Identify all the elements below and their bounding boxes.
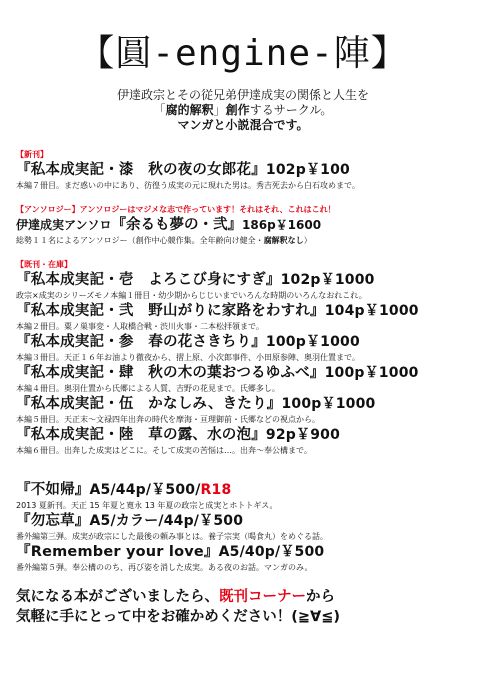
book-description: 本編３冊目。天正１６年お油より徹夜から、摺上原、小次郎事件、小田原参陣、奥羽仕置まで。: [16, 353, 360, 362]
anthology-tag: 【アンソロジー】アンソロジーはマジメな志で作っています！それはそれ、これはこれ！: [16, 205, 336, 214]
intro-line-3: マンガと小説混合です。: [177, 118, 309, 132]
book-description: 本編５冊目。天正末〜文禄四年出奔の時代を摩海・亘理御前・氏郷などの視点から。: [16, 415, 320, 424]
backlist-corner-highlight: 既刊コーナー: [219, 589, 306, 605]
book-description: 番外編第三弾。成実が政宗にした最後の頼み事とは。養子宗実（喝食丸）をめぐる話。: [16, 532, 328, 541]
book-title-line: [16, 482, 470, 499]
book-title: 『私本成実記・伍 かなしみ、きたり』: [16, 396, 282, 412]
book-description: 番外編第５弾。奉公構ののち、再び姿を消した成実。ある夜のお話。マンガのみ。: [16, 563, 313, 572]
backlist-tag: 【既刊・在庫】: [16, 260, 72, 269]
book-description: 本編２冊目。粟ノ巣事変・人取橋合戦・渋川火事・二本松拝領まで。: [16, 322, 264, 331]
anthology-desc-bold: 腐解釈なし: [263, 236, 304, 245]
intro-highlight: 腐的解釈: [165, 103, 214, 117]
book-title-line: [16, 334, 470, 351]
backlist-book: [16, 272, 470, 301]
anthology-section: [16, 204, 470, 246]
book-spec: A5/カラー/44p/￥500: [89, 513, 244, 529]
footer-line-2: 気軽に手にとって中をお確かめください！(≧∀≦): [16, 609, 340, 625]
anthology-desc-suffix: ）: [303, 236, 312, 245]
book-title: 『勿忘草』: [16, 513, 90, 529]
backlist-book: [16, 396, 470, 425]
book-title: 『私本成実記・陸 草の露、水の泡』: [16, 427, 266, 443]
book-price: 100p￥1000: [265, 334, 360, 350]
book-title: 『私本成実記・漆 秋の夜の女郎花』: [16, 162, 266, 178]
book-title: 『私本成実記・肆 秋の木の葉おつるゆふべ』: [16, 365, 325, 381]
intro-rest: するサークル。: [249, 103, 333, 117]
footer-message: [16, 587, 470, 627]
book-title: 『私本成実記・壱 よろこび身にすぎ』: [16, 272, 281, 288]
book-title-line: [16, 303, 470, 320]
book-price: 102p￥1000: [280, 272, 375, 288]
other-book: [16, 482, 470, 511]
r18-badge: R18: [200, 482, 232, 498]
circle-intro: [16, 88, 470, 133]
book-title-line: [16, 544, 470, 561]
backlist-section: [16, 259, 470, 456]
book-title: 『私本成実記・弐 野山がりに家路をわすれ』: [16, 303, 325, 319]
book-price: 100p￥1000: [324, 365, 419, 381]
intro-activity: 創作: [225, 103, 250, 117]
other-book: [16, 513, 470, 542]
book-price: 104p￥1000: [324, 303, 419, 319]
book-description: 政宗×成実のシリーズモノ本編１冊目・幼少期からじじいまでいろんな時期のいろんなおれこれ。: [16, 291, 367, 300]
footer-suffix: から: [306, 589, 335, 605]
book-title: 『不如帰』: [16, 482, 90, 498]
intro-quote-open: 「: [153, 103, 166, 117]
anthology-title-line: [16, 217, 470, 234]
other-books-section: [16, 482, 470, 573]
intro-line-1: 伊達政宗とその従兄弟伊達成実の関係と人生を: [116, 88, 369, 102]
book-title-line: [16, 272, 470, 289]
book-description: 本編６冊目。出奔した成実はどこに。そして成実の苦悩は…。出奔〜奉公構まで。: [16, 446, 312, 455]
book-title-line: [16, 513, 470, 530]
backlist-book: [16, 334, 470, 363]
intro-quote-close: 」: [213, 103, 226, 117]
new-release-tag: 【新刊】: [16, 150, 48, 159]
backlist-book: [16, 303, 470, 332]
book-description: 本編４冊目。奥羽仕置から氏郷による人質、吉野の花見まで。氏郷多し。: [16, 384, 280, 393]
book-title: 『私本成実記・参 春の花さきちり』: [16, 334, 266, 350]
book-spec: A5/40p/￥500: [218, 544, 325, 560]
book-title-line: [16, 427, 470, 444]
anthology-title-big: 『余るも夢の・弐』: [111, 217, 243, 233]
intro-line-2: [16, 103, 470, 118]
book-price: 100p￥1000: [281, 396, 376, 412]
backlist-book: [16, 365, 470, 394]
anthology-book: [16, 217, 470, 246]
book-title: 『Remember your love』: [16, 544, 219, 560]
book-spec: A5/44p/￥500/: [89, 482, 201, 498]
anthology-desc-prefix: 総勢１１名によるアンソロジー（創作中心競作集。全年齢向け健全・: [16, 236, 264, 245]
anthology-description: [16, 235, 470, 246]
book-price: 102p￥100: [265, 162, 350, 178]
other-book: [16, 544, 470, 573]
book-title-line: [16, 162, 470, 179]
footer-line-1: [16, 587, 470, 607]
book-description: 2013 夏新刊。天正 15 年夏と寛永 13 年夏の政宗と成実とホトトギス。: [16, 501, 278, 510]
book-title-line: [16, 365, 470, 382]
circle-title: 【圓-engine-陣】: [78, 33, 408, 74]
book-description: 本編７冊目。まだ惑いの中にあり、彷徨う成実の元に現れた男は。秀吉死去から白石攻めまで。: [16, 181, 360, 190]
anthology-price: 186p￥1600: [242, 218, 322, 232]
new-release-book: [16, 162, 470, 191]
anthology-title-small: 伊達成実アンソロ: [16, 218, 112, 232]
new-release-section: [16, 149, 470, 191]
footer-prefix: 気になる本がございましたら、: [16, 589, 219, 605]
book-price: 92p￥900: [265, 427, 341, 443]
book-title-line: [16, 396, 470, 413]
backlist-book: [16, 427, 470, 456]
